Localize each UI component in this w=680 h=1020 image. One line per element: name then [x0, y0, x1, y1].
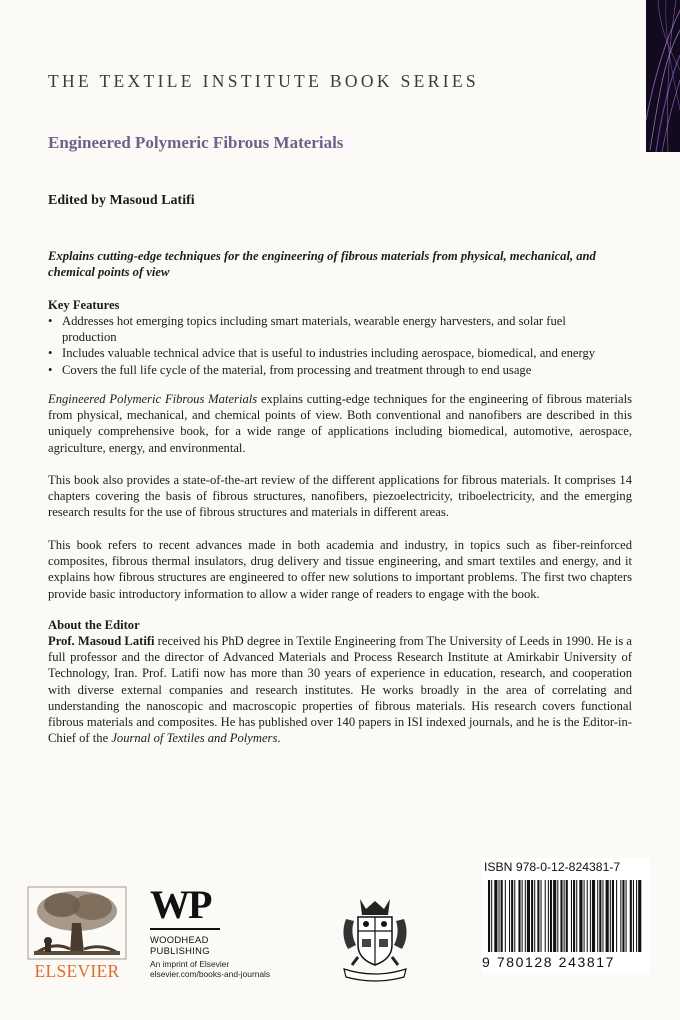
paragraph-text: explains cutting-edge techniques for the engineering of fibrous materials from physical, mechanical, and chemical points of view. Both conventional and nanofibers are described in this uniquely comprehensive book, for a wide range of applications including biomedical, automotive, aerospace, agriculture, energy, and environmental.: [48, 392, 632, 455]
barcode-bar: [590, 880, 591, 952]
feature-text: Covers the full life cycle of the material, from processing and treatment through to end usage: [62, 362, 532, 377]
imprint-line2: elsevier.com/books-and-journals: [150, 969, 271, 979]
barcode-bar: [527, 880, 530, 952]
barcode-bar: [541, 880, 542, 952]
barcode-bar: [571, 880, 572, 952]
cover-art-corner: [646, 0, 680, 152]
barcode-bar: [501, 880, 503, 952]
isbn-barcode-box: [482, 858, 650, 973]
fiber-pattern-graphic: [646, 0, 680, 152]
about-editor-heading: About the Editor: [48, 618, 140, 632]
barcode-bar: [599, 880, 601, 952]
elsevier-logo: [24, 883, 130, 983]
barcode-bar: [610, 880, 611, 952]
wp-name-line2: PUBLISHING: [150, 945, 210, 956]
textile-institute-crest: [338, 895, 412, 983]
list-item: [48, 313, 582, 345]
barcode-bar: [531, 880, 533, 952]
wp-name-line1: WOODHEAD: [150, 934, 209, 945]
barcode-bar: [597, 880, 598, 952]
description-paragraph-1: [48, 391, 632, 456]
wp-name: [150, 934, 210, 956]
barcode-bar: [514, 880, 515, 952]
barcode-bar: [579, 880, 582, 952]
barcode-bar: [638, 880, 641, 952]
barcode-bar: [522, 880, 523, 952]
bullet: •: [48, 362, 53, 377]
barcode-graphic: [482, 876, 650, 954]
feature-text: Addresses hot emerging topics including smart materials, wearable energy harvesters, and solar fuel production: [62, 314, 566, 345]
barcode-bar: [636, 880, 637, 952]
list-item: [48, 345, 632, 361]
key-features-heading: Key Features: [48, 298, 120, 312]
barcode-bar: [499, 880, 500, 952]
italic-book-title: Engineered Polymeric Fibrous Materials: [48, 392, 258, 406]
barcode-bar: [616, 880, 617, 952]
bullet: •: [48, 314, 53, 328]
elsevier-wordmark: ELSEVIER: [34, 961, 120, 981]
barcode-bar: [612, 880, 614, 952]
barcode-digits: 9 780128 243817: [482, 954, 615, 970]
imprint-line1: An imprint of Elsevier: [150, 959, 230, 969]
editor-name: Prof. Masoud Latifi: [48, 634, 155, 648]
barcode-bar: [505, 880, 506, 952]
barcode-bar: [622, 880, 624, 952]
bullet: •: [48, 346, 53, 361]
barcode-bar: [553, 880, 556, 952]
wp-imprint: [150, 959, 270, 979]
barcode-bar: [537, 880, 539, 952]
wp-divider: [150, 928, 220, 930]
list-item: [48, 362, 632, 378]
barcode-bar: [560, 880, 562, 952]
barcode-bar: [576, 880, 577, 952]
barcode-bar: [534, 880, 535, 952]
key-features-list: [48, 313, 632, 378]
journal-title: Journal of Textiles and Polymers: [111, 731, 278, 746]
barcode-bar: [494, 880, 497, 952]
isbn-label: ISBN 978-0-12-824381-7: [484, 860, 621, 874]
woodhead-publishing-logo: [150, 882, 290, 985]
bio-end: .: [277, 731, 281, 746]
barcode-bar: [550, 880, 552, 952]
wp-monogram: WP: [150, 882, 211, 927]
barcode-bar: [587, 880, 588, 952]
barcode-bar: [626, 880, 627, 952]
barcode-bar: [511, 880, 513, 952]
barcode-bar: [633, 880, 634, 952]
barcode-bar: [491, 880, 492, 952]
description-paragraph-3: This book refers to recent advances made in both academia and industry, in topics such as fiber-reinforced composites, fibrous thermal insulators, drug delivery and tissue engineering, and smart textiles and energy, and it explains how fibrous structures are engineered to offer new solutions to important problems. The first two chapters provide basic introductory information to allow a wider range of readers to engage with the book.: [48, 538, 632, 601]
barcode-bar: [564, 880, 565, 952]
barcode-bar: [620, 880, 621, 952]
barcode-bar: [602, 880, 603, 952]
barcode-bar: [573, 880, 575, 952]
bio-text: received his PhD degree in Textile Engineering from The University of Leeds in 1990. He is a full professor and the director of Advanced Materials and Process Research Institute at Amirkabir University of Technology, Iran. Prof. Latifi now has more than 30 years of experience in education, research, and cooperation with diverse external companies and research institutes. He works broadly in the area of correlating and understanding the nanoscopic and macroscopic properties of fibrous materials. His research covers functional fibrous materials and composites. He has published over 140 papers in ISI indexed journals, and he is the Editor-in-Chief of the: [48, 634, 632, 746]
crest-icon: [338, 895, 412, 983]
barcode-bar: [509, 880, 510, 952]
barcode-bar: [548, 880, 549, 952]
editor-credit: Edited by Masoud Latifi: [48, 193, 195, 208]
book-title: Engineered Polymeric Fibrous Materials: [48, 133, 344, 152]
barcode-bar: [557, 880, 558, 952]
barcode-bar: [606, 880, 609, 952]
description-paragraph-2: This book also provides a state-of-the-art review of the different applications for fibrous materials. It comprises 14 chapters covering the basis of fibrous structures, nanofibers, piezoelectricity, triboelectricity, and the emerging research results for the use of fibrous structures and materials in different areas.: [48, 473, 632, 520]
barcode-bar: [518, 880, 520, 952]
elsevier-tree-icon: [24, 883, 130, 961]
barcode-bar: [525, 880, 526, 952]
barcode-bar: [630, 880, 632, 952]
barcode-bar: [545, 880, 546, 952]
barcode-bar: [584, 880, 585, 952]
tagline: Explains cutting-edge techniques for the engineering of fibrous materials from physical, mechanical, and chemical points of view: [48, 249, 596, 280]
about-editor-text: [48, 633, 632, 746]
barcode-bar: [592, 880, 595, 952]
barcode-bar: [488, 880, 490, 952]
barcode-bar: [566, 880, 568, 952]
series-title: THE TEXTILE INSTITUTE BOOK SERIES: [48, 71, 480, 91]
feature-text: Includes valuable technical advice that is useful to industries including aerospace, biomedical, and energy: [62, 346, 596, 361]
